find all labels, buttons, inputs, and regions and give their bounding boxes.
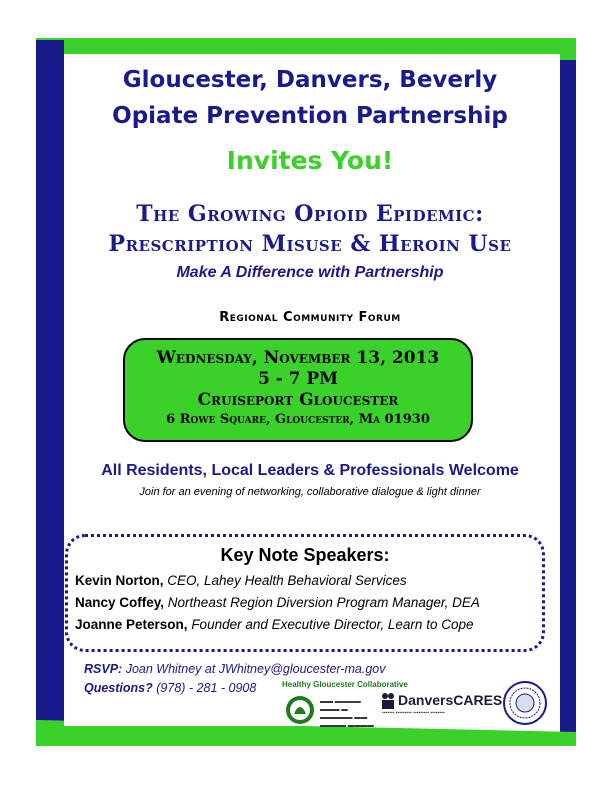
danvers-cares-tagline: ▪▪▪▪▪▪▪ ▪▪▪▪▪▪▪▪▪ ▪▪▪▪▪▪▪▪▪ ▪▪▪▪▪▪▪▪ [382,710,445,716]
contact-block [84,660,385,698]
speaker-role: Northeast Region Diversion Program Manager, DEA [167,595,480,610]
speaker-name: Kevin Norton, [75,573,164,588]
speaker-name: Joanne Peterson, [75,617,188,632]
questions-phone: (978) - 281 - 0908 [156,681,257,695]
hgc-logo-text: Healthy Gloucester Collaborative [282,680,408,689]
speakers-title: Key Note Speakers: [220,545,390,565]
leaf-emblem-icon [284,694,316,726]
event-details-box [123,338,473,442]
speaker-name: Nancy Coffey, [75,595,165,610]
people-icon [380,692,396,710]
welcome-detail: Join for an evening of networking, collaborative dialogue & light dinner [139,486,481,498]
danvers-cares-name: DanversCARES [398,692,503,708]
welcome-title: All Residents, Local Leaders & Professionals Welcome [101,462,519,479]
youth-coalition-text: ▬▬ ▬▬▬▬ ▬▬▬ ▬ ▬▬▬▬▬ ▬▬ ▬▬▬▬ ▬▬▬▬ [320,698,374,729]
org-line-2: Opiate Prevention Partnership [112,103,508,129]
city-seal-icon [502,680,548,726]
speaker-role: Founder and Executive Director, Learn to Cope [191,617,474,632]
youth-coalition-logo [284,694,374,730]
rsvp-line [84,660,385,679]
invite-heading: Invites You! [226,146,394,175]
forum-label: Regional Community Forum [219,310,401,325]
speaker-item [75,617,542,632]
danvers-cares-logo [380,690,503,724]
speaker-item [75,595,542,610]
questions-label: Questions? [84,681,153,695]
headline-subtitle: Make A Difference with Partnership [176,264,444,281]
speaker-role: CEO, Lahey Health Behavioral Services [167,573,407,588]
event-address: 6 Rowe Square, Gloucester, Ma 01930 [166,412,430,427]
rsvp-email-link[interactable]: Joan Whitney at JWhitney@gloucester-ma.gov [125,662,386,676]
headline-line-2: Prescription Misuse & Heroin Use [108,231,512,257]
event-venue: Cruiseport Gloucester [197,390,399,410]
event-time: 5 - 7 PM [257,369,339,389]
right-navy-band [560,60,576,744]
event-date: Wednesday, November 13, 2013 [156,348,440,368]
speaker-item [75,573,542,588]
org-line-1: Gloucester, Danvers, Beverly [122,67,498,93]
rsvp-label: RSVP: [84,662,123,676]
headline-line-1: The Growing Opioid Epidemic: [136,201,484,227]
speakers-box [65,534,545,652]
